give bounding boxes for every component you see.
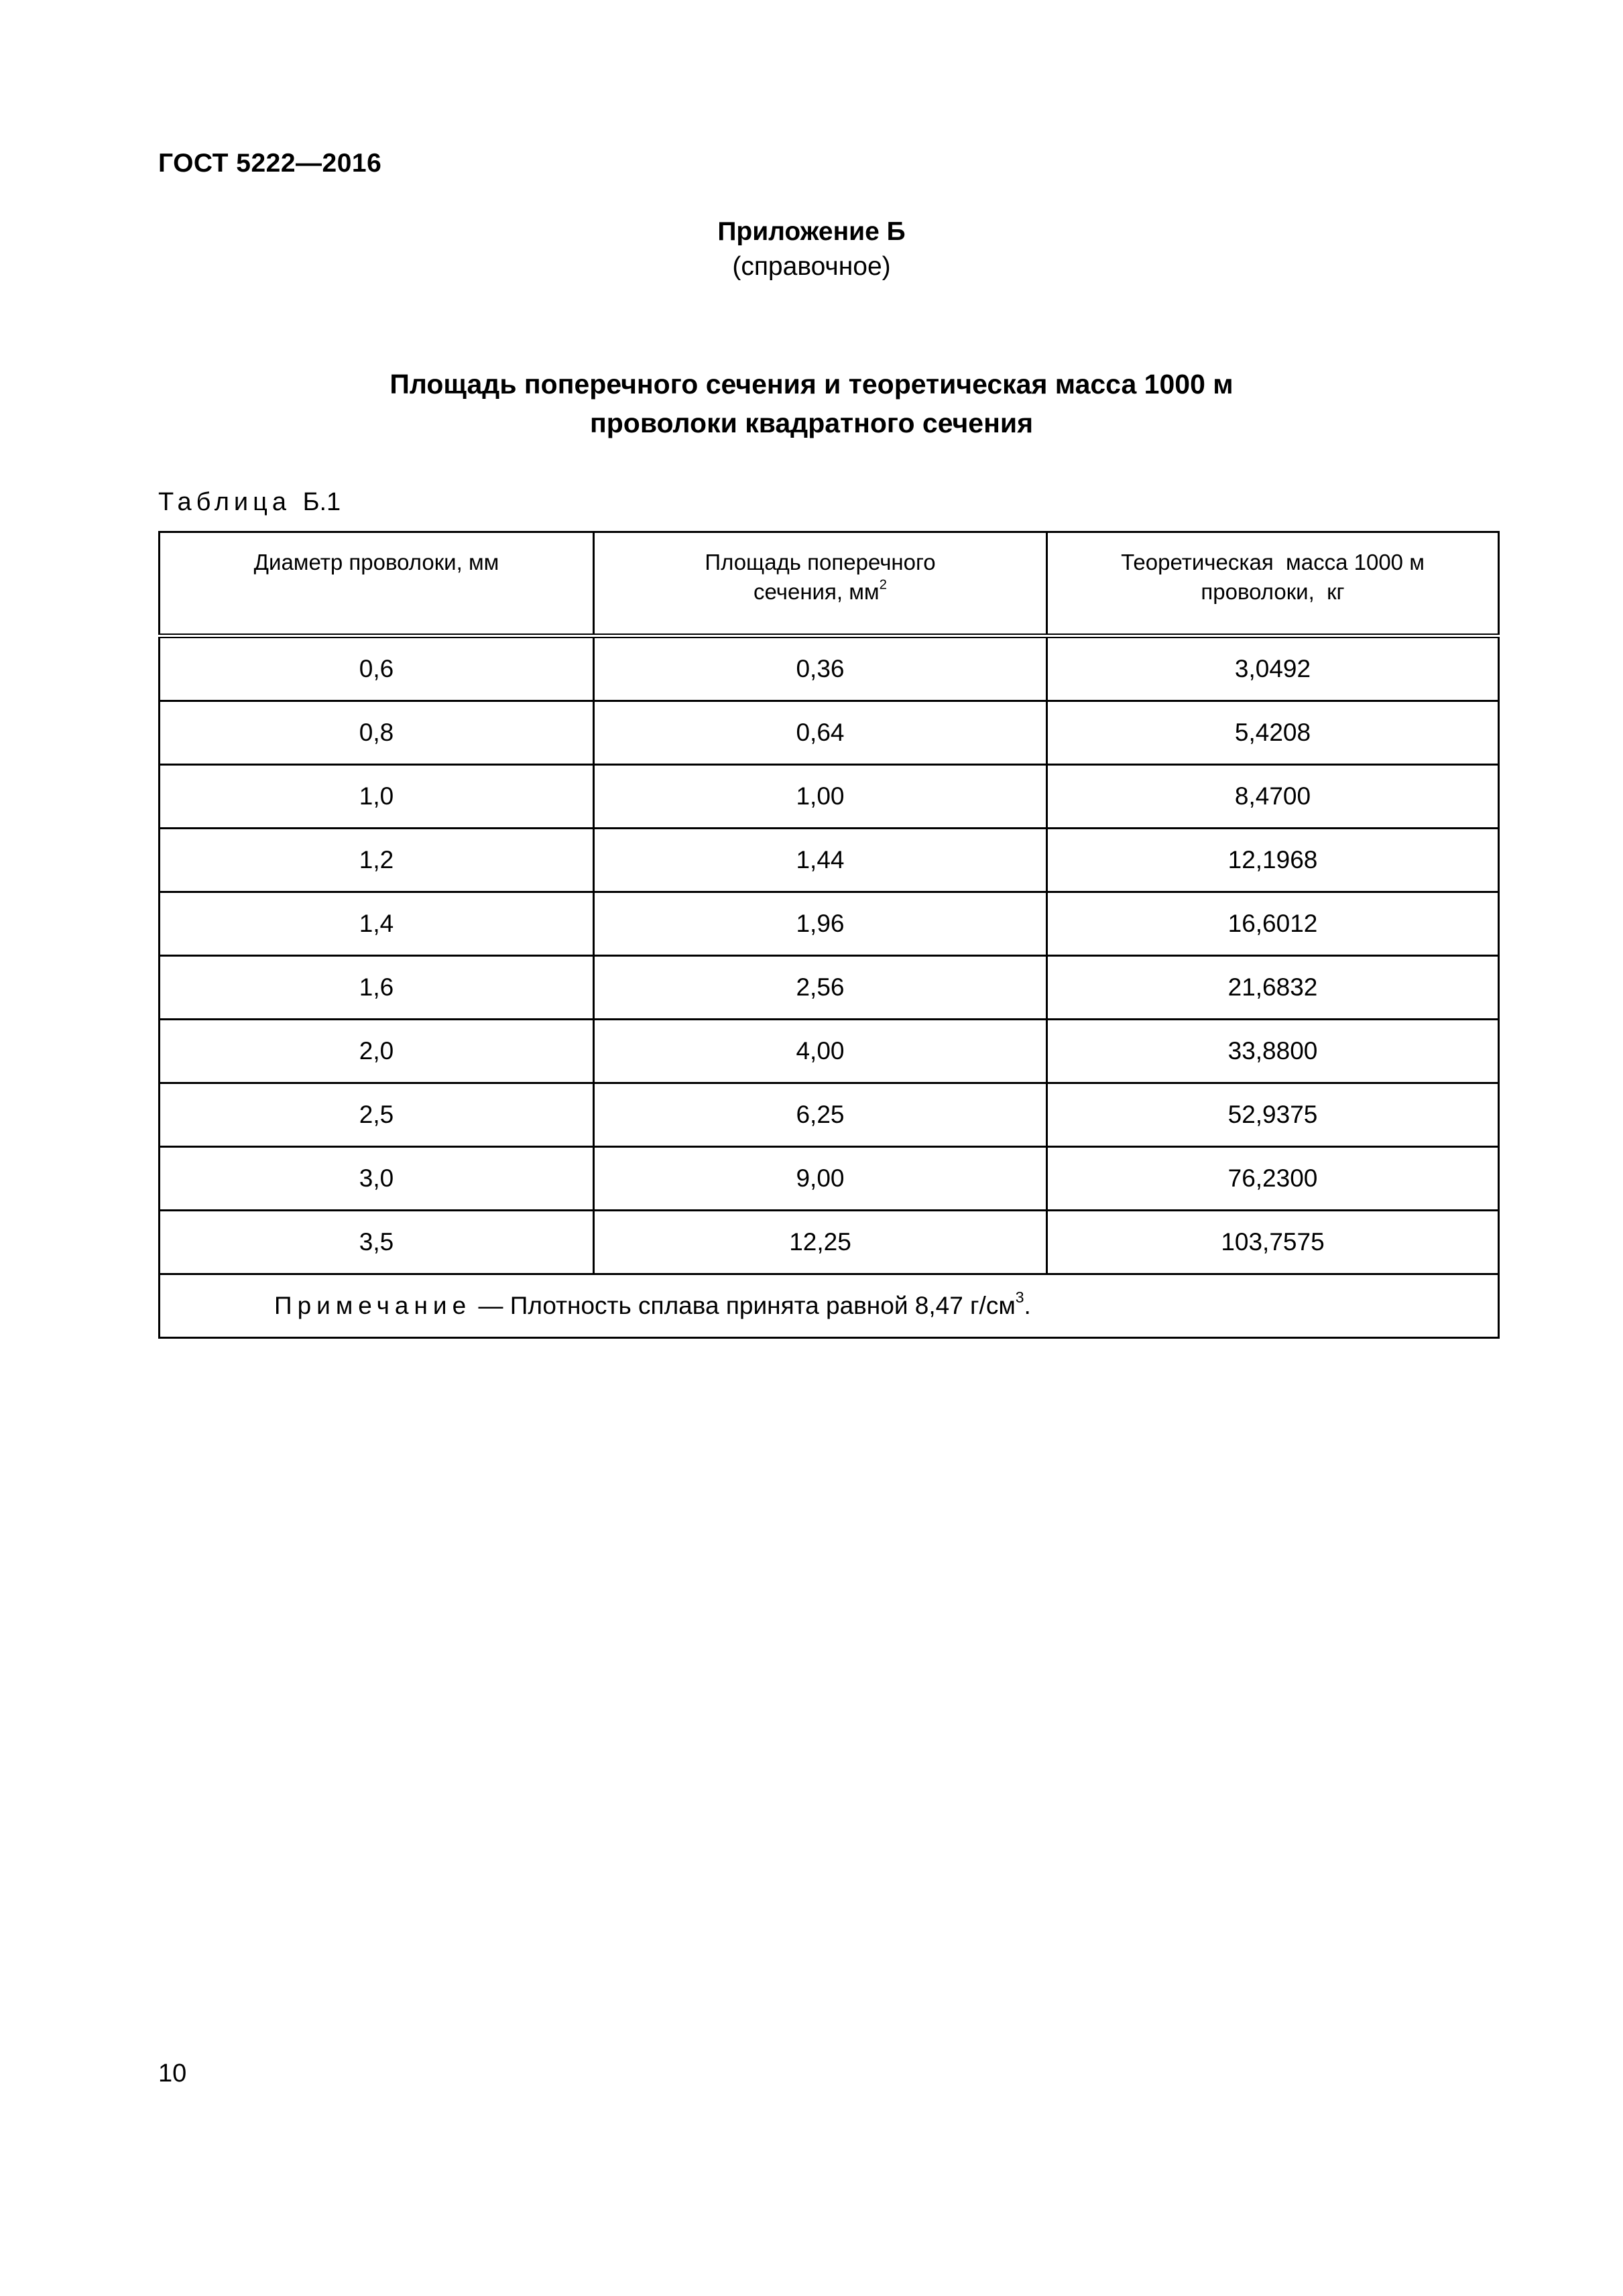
table-row xyxy=(160,1020,1499,1083)
cell-diameter: 0,8 xyxy=(160,701,594,765)
table-title-line-1: Площадь поперечного сечения и теоретическая масса 1000 м xyxy=(389,369,1234,400)
header-diameter xyxy=(160,532,594,636)
cell-mass: 21,6832 xyxy=(1047,956,1499,1020)
table-body xyxy=(160,636,1499,1274)
table-label-number: Б.1 xyxy=(302,488,341,516)
table-row xyxy=(160,701,1499,765)
table-row xyxy=(160,956,1499,1020)
cell-area: 2,56 xyxy=(594,956,1047,1020)
cell-mass: 12,1968 xyxy=(1047,829,1499,892)
cell-diameter: 1,2 xyxy=(160,829,594,892)
annex-type: (справочное) xyxy=(732,252,891,281)
table-label xyxy=(158,488,341,517)
table-title-line-2: проволоки квадратного сечения xyxy=(589,408,1033,438)
cell-mass: 33,8800 xyxy=(1047,1020,1499,1083)
page-number: 10 xyxy=(158,2059,187,2088)
cell-area: 6,25 xyxy=(594,1083,1047,1147)
header-diameter-label: Диаметр проволоки, мм xyxy=(253,550,499,575)
header-area xyxy=(594,532,1047,636)
cell-diameter: 2,0 xyxy=(160,1020,594,1083)
wire-mass-table xyxy=(158,531,1500,1339)
cell-area: 4,00 xyxy=(594,1020,1047,1083)
cell-mass: 3,0492 xyxy=(1047,636,1499,701)
cell-diameter: 1,0 xyxy=(160,765,594,829)
table-note xyxy=(160,1274,1499,1338)
annex-heading xyxy=(0,215,1623,284)
table-row xyxy=(160,892,1499,956)
table-footer xyxy=(160,1274,1499,1338)
table-row xyxy=(160,1083,1499,1147)
table-row xyxy=(160,765,1499,829)
cell-area: 12,25 xyxy=(594,1211,1047,1274)
cell-diameter: 0,6 xyxy=(160,636,594,701)
table-label-word: Таблица xyxy=(158,488,291,516)
document-code: ГОСТ 5222—2016 xyxy=(158,149,382,178)
cell-diameter: 2,5 xyxy=(160,1083,594,1147)
table-row xyxy=(160,1211,1499,1274)
cell-diameter: 1,6 xyxy=(160,956,594,1020)
cell-mass: 103,7575 xyxy=(1047,1211,1499,1274)
cell-area: 9,00 xyxy=(594,1147,1047,1211)
cell-mass: 76,2300 xyxy=(1047,1147,1499,1211)
table-title xyxy=(0,365,1623,442)
cell-diameter: 3,5 xyxy=(160,1211,594,1274)
header-mass-line-1: Теоретическая масса 1000 м xyxy=(1121,550,1425,575)
table-header-row xyxy=(160,532,1499,636)
note-text: — Плотность сплава принята равной 8,47 г/см xyxy=(471,1292,1016,1319)
table-header xyxy=(160,532,1499,636)
cell-mass: 8,4700 xyxy=(1047,765,1499,829)
note-sup: 3 xyxy=(1015,1288,1024,1306)
cell-area: 0,64 xyxy=(594,701,1047,765)
header-area-sup: 2 xyxy=(879,577,887,593)
cell-area: 1,96 xyxy=(594,892,1047,956)
table-note-row xyxy=(160,1274,1499,1338)
annex-title: Приложение Б xyxy=(717,217,906,246)
header-area-line-2: сечения, мм xyxy=(754,579,880,604)
cell-diameter: 3,0 xyxy=(160,1147,594,1211)
cell-mass: 52,9375 xyxy=(1047,1083,1499,1147)
table-row xyxy=(160,829,1499,892)
cell-diameter: 1,4 xyxy=(160,892,594,956)
note-end: . xyxy=(1024,1292,1031,1319)
cell-area: 0,36 xyxy=(594,636,1047,701)
header-mass-line-2: проволоки, кг xyxy=(1201,579,1345,604)
note-label: Примечание xyxy=(274,1292,472,1319)
cell-area: 1,44 xyxy=(594,829,1047,892)
cell-mass: 5,4208 xyxy=(1047,701,1499,765)
table-row xyxy=(160,636,1499,701)
table-row xyxy=(160,1147,1499,1211)
header-mass xyxy=(1047,532,1499,636)
header-area-line-1: Площадь поперечного xyxy=(705,550,936,575)
cell-mass: 16,6012 xyxy=(1047,892,1499,956)
cell-area: 1,00 xyxy=(594,765,1047,829)
